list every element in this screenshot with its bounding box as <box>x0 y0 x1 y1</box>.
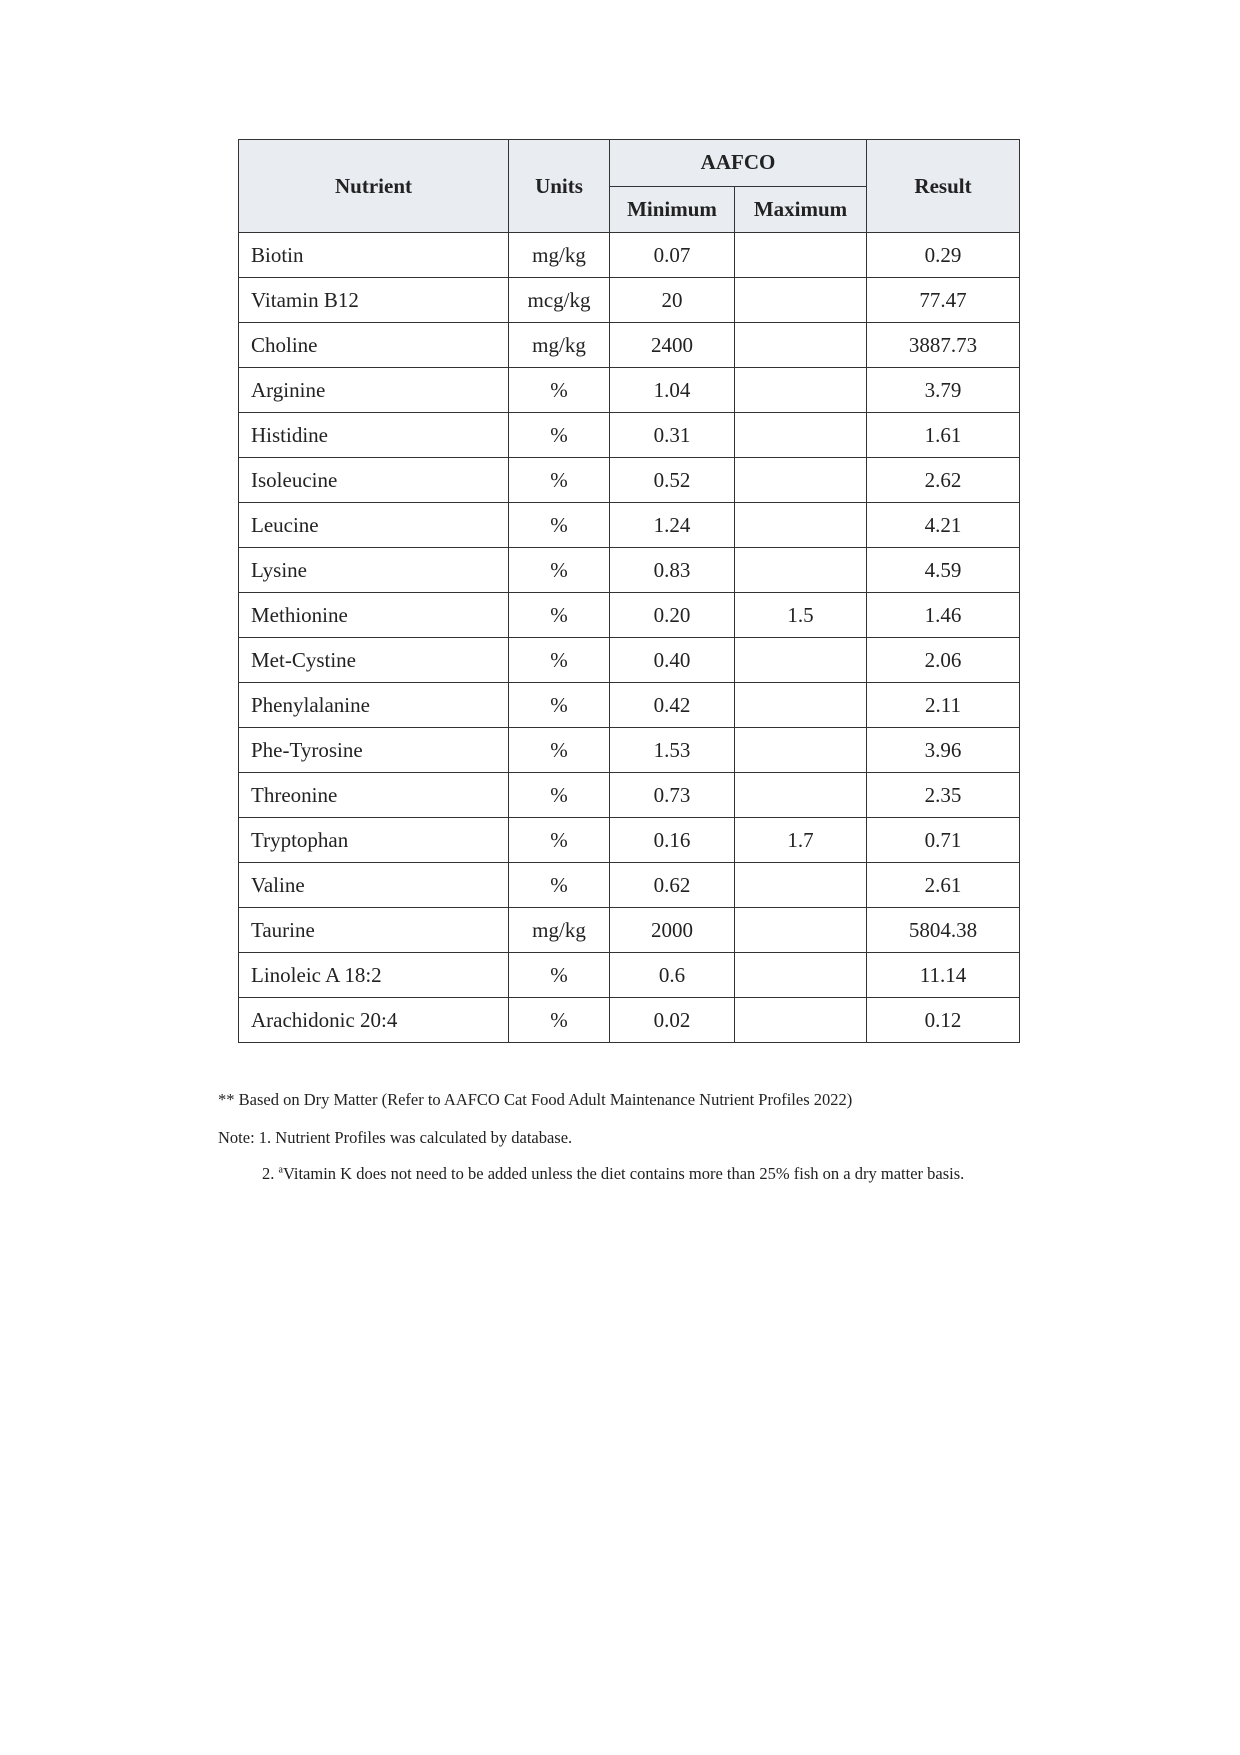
cell-result: 11.14 <box>867 953 1020 998</box>
table-row <box>239 773 1020 818</box>
cell-units: % <box>509 593 610 638</box>
cell-minimum: 20 <box>610 278 735 323</box>
header-aafco: AAFCO <box>610 140 867 187</box>
cell-nutrient: Arginine <box>239 368 509 413</box>
cell-result: 4.59 <box>867 548 1020 593</box>
table-row <box>239 638 1020 683</box>
header-units: Units <box>509 140 610 233</box>
cell-maximum: 1.5 <box>735 593 867 638</box>
cell-nutrient: Phe-Tyrosine <box>239 728 509 773</box>
cell-nutrient: Lysine <box>239 548 509 593</box>
cell-result: 3887.73 <box>867 323 1020 368</box>
cell-maximum <box>735 953 867 998</box>
cell-maximum <box>735 413 867 458</box>
cell-minimum: 1.24 <box>610 503 735 548</box>
cell-units: % <box>509 503 610 548</box>
note-1: Note: 1. Nutrient Profiles was calculated by database. <box>218 1128 573 1147</box>
cell-nutrient: Vitamin B12 <box>239 278 509 323</box>
cell-nutrient: Histidine <box>239 413 509 458</box>
cell-maximum <box>735 638 867 683</box>
cell-nutrient: Phenylalanine <box>239 683 509 728</box>
cell-nutrient: Leucine <box>239 503 509 548</box>
table-row <box>239 368 1020 413</box>
table-row <box>239 953 1020 998</box>
header-nutrient: Nutrient <box>239 140 509 233</box>
table-row <box>239 323 1020 368</box>
table-row <box>239 233 1020 278</box>
table-row <box>239 728 1020 773</box>
cell-nutrient: Threonine <box>239 773 509 818</box>
table-row <box>239 548 1020 593</box>
cell-minimum: 2400 <box>610 323 735 368</box>
cell-nutrient: Tryptophan <box>239 818 509 863</box>
cell-units: mcg/kg <box>509 278 610 323</box>
table-row <box>239 503 1020 548</box>
cell-units: % <box>509 683 610 728</box>
cell-maximum <box>735 278 867 323</box>
cell-maximum <box>735 683 867 728</box>
cell-result: 0.29 <box>867 233 1020 278</box>
cell-minimum: 0.83 <box>610 548 735 593</box>
cell-units: % <box>509 863 610 908</box>
cell-units: % <box>509 818 610 863</box>
cell-minimum: 0.16 <box>610 818 735 863</box>
cell-maximum <box>735 503 867 548</box>
cell-maximum <box>735 233 867 278</box>
cell-maximum <box>735 998 867 1043</box>
table-row <box>239 818 1020 863</box>
table-row <box>239 413 1020 458</box>
cell-minimum: 0.40 <box>610 638 735 683</box>
header-minimum: Minimum <box>610 186 735 233</box>
cell-units: % <box>509 953 610 998</box>
cell-result: 0.71 <box>867 818 1020 863</box>
table-row <box>239 998 1020 1043</box>
cell-units: % <box>509 998 610 1043</box>
cell-nutrient: Methionine <box>239 593 509 638</box>
cell-maximum: 1.7 <box>735 818 867 863</box>
cell-result: 1.61 <box>867 413 1020 458</box>
table-row <box>239 683 1020 728</box>
cell-nutrient: Biotin <box>239 233 509 278</box>
cell-units: % <box>509 548 610 593</box>
cell-units: % <box>509 368 610 413</box>
cell-nutrient: Met-Cystine <box>239 638 509 683</box>
cell-result: 0.12 <box>867 998 1020 1043</box>
note-2 <box>262 1164 964 1184</box>
note-2-superscript: a <box>278 1164 283 1176</box>
cell-units: % <box>509 413 610 458</box>
cell-minimum: 0.02 <box>610 998 735 1043</box>
cell-minimum: 0.6 <box>610 953 735 998</box>
cell-nutrient: Isoleucine <box>239 458 509 503</box>
cell-minimum: 0.73 <box>610 773 735 818</box>
cell-minimum: 1.53 <box>610 728 735 773</box>
cell-nutrient: Arachidonic 20:4 <box>239 998 509 1043</box>
cell-result: 4.21 <box>867 503 1020 548</box>
cell-minimum: 0.62 <box>610 863 735 908</box>
cell-result: 3.79 <box>867 368 1020 413</box>
cell-maximum <box>735 368 867 413</box>
cell-result: 77.47 <box>867 278 1020 323</box>
cell-minimum: 0.52 <box>610 458 735 503</box>
cell-units: mg/kg <box>509 323 610 368</box>
cell-units: % <box>509 773 610 818</box>
cell-minimum: 0.42 <box>610 683 735 728</box>
cell-maximum <box>735 908 867 953</box>
cell-units: % <box>509 638 610 683</box>
header-maximum: Maximum <box>735 186 867 233</box>
cell-units: % <box>509 458 610 503</box>
header-result: Result <box>867 140 1020 233</box>
cell-minimum: 0.20 <box>610 593 735 638</box>
cell-result: 2.35 <box>867 773 1020 818</box>
cell-result: 2.61 <box>867 863 1020 908</box>
cell-minimum: 1.04 <box>610 368 735 413</box>
note-dry-matter: ** Based on Dry Matter (Refer to AAFCO Cat Food Adult Maintenance Nutrient Profiles 2022) <box>218 1090 853 1109</box>
cell-result: 2.62 <box>867 458 1020 503</box>
cell-minimum: 0.31 <box>610 413 735 458</box>
cell-maximum <box>735 863 867 908</box>
table-row <box>239 593 1020 638</box>
cell-nutrient: Valine <box>239 863 509 908</box>
table-row <box>239 863 1020 908</box>
cell-result: 2.06 <box>867 638 1020 683</box>
cell-result: 1.46 <box>867 593 1020 638</box>
note-2-prefix: 2. <box>262 1164 279 1183</box>
cell-units: mg/kg <box>509 908 610 953</box>
cell-result: 2.11 <box>867 683 1020 728</box>
table-row <box>239 278 1020 323</box>
cell-result: 3.96 <box>867 728 1020 773</box>
note-2-text: Vitamin K does not need to be added unless the diet contains more than 25% fish on a dry matter basis. <box>282 1164 965 1183</box>
cell-maximum <box>735 548 867 593</box>
cell-units: mg/kg <box>509 233 610 278</box>
table-row <box>239 458 1020 503</box>
cell-nutrient: Linoleic A 18:2 <box>239 953 509 998</box>
cell-maximum <box>735 728 867 773</box>
cell-maximum <box>735 323 867 368</box>
table-row <box>239 908 1020 953</box>
cell-nutrient: Taurine <box>239 908 509 953</box>
nutrient-table <box>238 139 1020 1043</box>
cell-minimum: 2000 <box>610 908 735 953</box>
cell-maximum <box>735 458 867 503</box>
cell-result: 5804.38 <box>867 908 1020 953</box>
cell-units: % <box>509 728 610 773</box>
cell-minimum: 0.07 <box>610 233 735 278</box>
cell-nutrient: Choline <box>239 323 509 368</box>
cell-maximum <box>735 773 867 818</box>
